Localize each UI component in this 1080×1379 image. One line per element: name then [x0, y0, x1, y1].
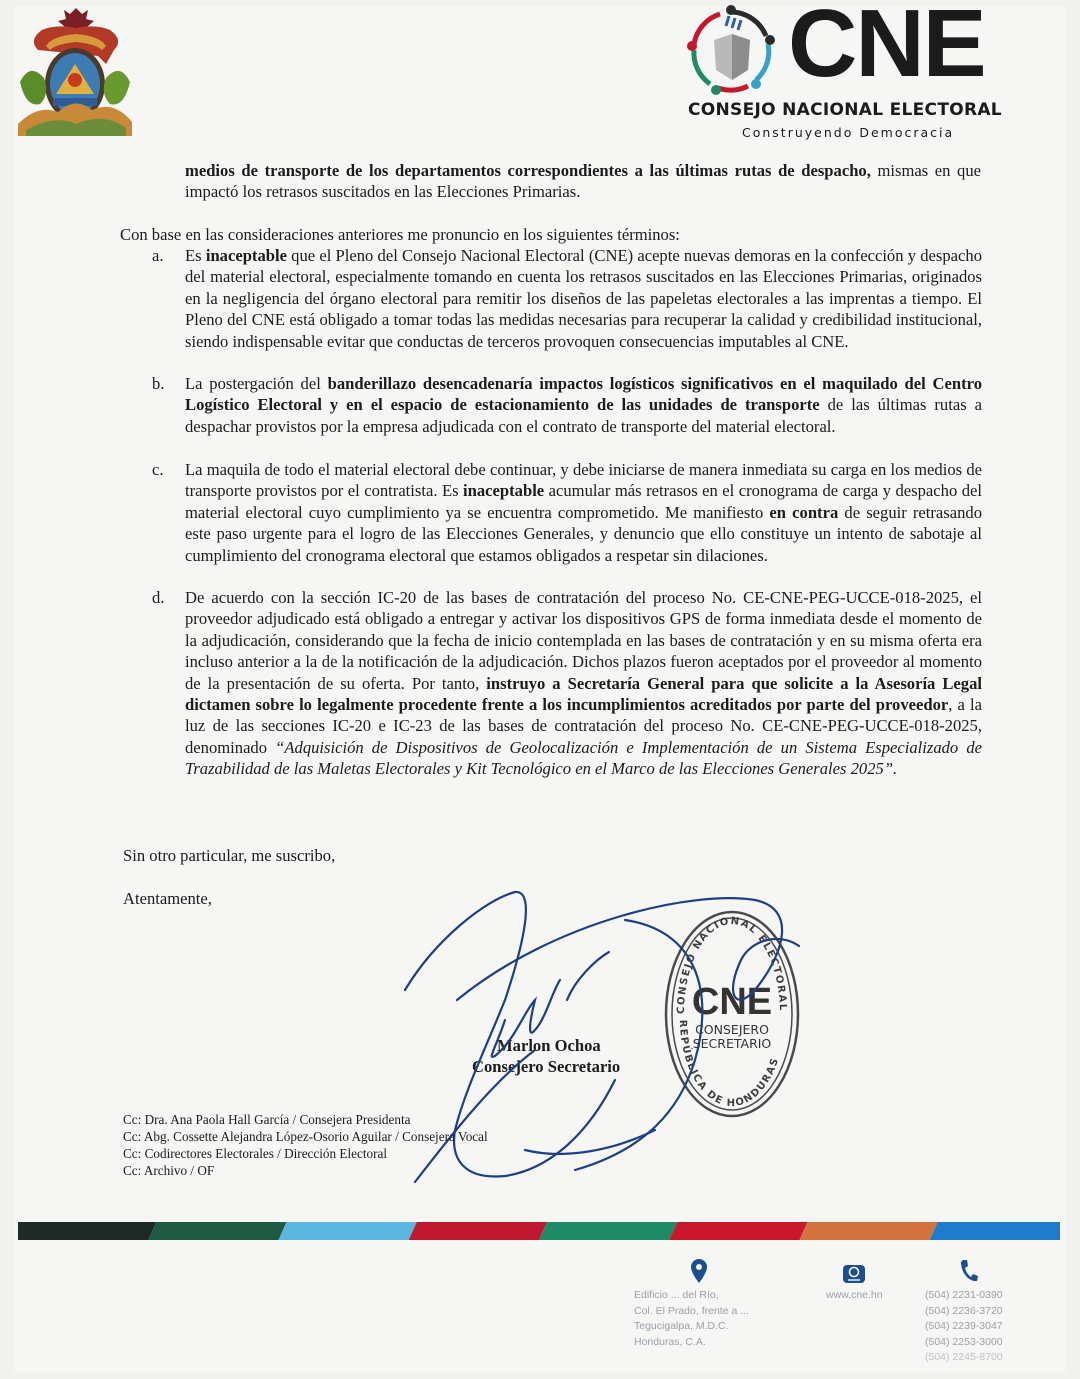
body-text: de seguir retrasando este paso urgente para el logro de las Elecciones Generales, y denuncio que ello constituye un intento de sabotaje al cumplimiento del cronograma electoral que estamos obligados a respetar sin dilaciones.: [185, 502, 983, 565]
stamp-role-line-1: CONSEJERO: [695, 1022, 769, 1037]
list-marker: d.: [152, 588, 165, 607]
stripe-segment: [148, 1222, 286, 1240]
phone-number: (504) 2253-3000: [925, 1335, 1003, 1348]
stamp-ring-top: CONSEJO NACIONAL ELECTORAL: [675, 915, 789, 1015]
phone-number: (504) 2245-8700: [925, 1351, 1003, 1364]
salutation: Atentamente,: [123, 889, 212, 908]
cne-ballot-box-wheel-icon: [686, 4, 776, 96]
stamp-ring-bottom: REPÚBLICA DE HONDURAS: [676, 1019, 782, 1110]
address-line: Col. El Prado, frente a ...: [634, 1304, 749, 1317]
address-line: Tegucigalpa, M.D.C.: [634, 1320, 729, 1333]
footer-color-stripe: [18, 1222, 1060, 1240]
stamp-center-text: CNE: [691, 981, 773, 1023]
phone-number: (504) 2231-0390: [925, 1289, 1003, 1301]
continuation-text: mismas en que impactó los retrasos suscitados en las Elecciones Primarias.: [185, 161, 981, 202]
quoted-title: “Adquisición de Dispositivos de Geolocalización e Implementación de un Sistema Especializado de Trazabilidad de las Maletas Electorales y Kit Tecnológico en el Marco de las Elecciones Generales 2025”.: [185, 737, 982, 779]
footer-address: [634, 1288, 749, 1350]
signatory-title: Consejero Secretario: [472, 1057, 621, 1076]
cne-logo-tagline: Construyendo Democracia: [742, 125, 955, 140]
list-marker: c.: [152, 460, 164, 479]
body-text: La maquila de todo el material electoral debe continuar, y debe iniciarse de manera inmediata su carga en los medios de transporte provistos por el contratista. Es: [185, 460, 982, 501]
cc-list: [123, 1111, 488, 1179]
stamp-role-line-2: SECRETARIO: [692, 1036, 772, 1051]
stripe-segment: [930, 1222, 1060, 1240]
stripe-segment: [669, 1222, 807, 1240]
cc-item: Cc: Archivo / OF: [123, 1163, 215, 1178]
continuation-bold-text: medios de transporte de los departamentos correspondientes a las últimas rutas de despacho,: [185, 161, 871, 180]
body-text: De acuerdo con la sección IC-20 de las bases de contratación del proceso No. CE-CNE-PEG-UCCE-018-2025, el proveedor adjudicado está obligado a entregar y activar los dispositivos GPS de forma inmediata desde el momento de la adjudicación, considerando que la fecha de inicio contemplada en las bases de contratación y en su misma oferta era incluso anterior a la de la notificación de la adjudicación. Dichos plazos fueron aceptados por el proveedor al momento de la presentación de su oferta. Por tanto,: [185, 588, 982, 693]
website-icon: [842, 1262, 866, 1284]
location-pin-icon: [690, 1258, 708, 1284]
emphasized-text: banderillazo desencadenaría impactos logísticos significativos en el maquilado del Centro Logístico Electoral y en el espacio de estacionamiento de las unidades de transporte: [185, 374, 983, 415]
list-item: [152, 373, 982, 437]
list-item-body: [185, 459, 982, 566]
address-line: Edificio ... del Río,: [634, 1289, 719, 1301]
cne-logo: [686, 0, 1016, 142]
phone-icon: [958, 1258, 978, 1284]
emphasized-text: en contra: [769, 502, 839, 522]
honduras-coat-of-arms-logo: [16, 6, 134, 138]
closing-line: Sin otro particular, me suscribo,: [123, 846, 336, 865]
stripe-segment: [539, 1222, 677, 1240]
address-line: Honduras, C.A.: [634, 1335, 706, 1348]
signatory-name: Marlon Ochoa: [497, 1036, 601, 1055]
cc-item: Cc: Codirectores Electorales / Dirección Electoral: [123, 1146, 388, 1161]
stripe-segment: [800, 1222, 938, 1240]
official-stamp: [662, 908, 802, 1120]
body-text: de las últimas rutas a despachar provistos por la empresa adjudicada con el contrato de transporte del material electoral.: [185, 395, 982, 436]
list-item: [152, 587, 982, 780]
list-item-body: [185, 245, 982, 352]
list-marker: a.: [152, 246, 164, 265]
cne-logo-name: CONSEJO NACIONAL ELECTORAL: [688, 100, 1002, 120]
body-text: que el Pleno del Consejo Nacional Electoral (CNE) acepte nuevas demoras en la confección y despacho del material electoral, especialmente tomando en cuenta los retrasos suscitados en las Elecciones Primarias, originados en la negligencia del órgano electoral para remitir los diseños de las papeletas electorales a las imprentas a tiempo. El Pleno del CNE está obligado a tomar todas las medidas necesarias para recuperar la calidad y credibilidad institucional, siendo indispensable evitar que conductas de terceros provoquen consecuencias imputables al CNE.: [185, 246, 982, 351]
cne-logo-wordmark: CNE: [788, 0, 985, 97]
emphasized-text: inaceptable: [463, 481, 545, 501]
body-text: acumular más retrasos en el cronograma de carga y despacho del material electoral cuyo cumplimiento ya se encuentra comprometido. Me manifiesto: [185, 481, 982, 522]
body-text: La postergación del: [185, 374, 328, 393]
body-text: , a la luz de las secciones IC-20 e IC-23 de las bases de contratación del proceso No. CE-CNE-PEG-UCCE-018-2025, denominado: [185, 695, 982, 757]
list-item: [152, 459, 982, 566]
list-marker: b.: [152, 374, 165, 393]
stripe-segment: [18, 1222, 156, 1240]
body-text: Es: [185, 246, 206, 265]
cc-item: Cc: Dra. Ana Paola Hall García / Consejera Presidenta: [123, 1112, 411, 1127]
intro-paragraph: Con base en las consideraciones anteriores me pronuncio en los siguientes términos:: [120, 225, 680, 244]
phone-number: (504) 2236-3720: [925, 1304, 1003, 1317]
emphasized-text: instruyo a Secretaría General para que solicite a la Asesoría Legal dictamen sobre lo legalmente procedente frente a los incumplimientos acreditados por parte del proveedor: [185, 673, 983, 715]
stripe-segment: [279, 1222, 417, 1240]
footer-phones: [925, 1288, 1003, 1366]
list-item: [152, 245, 982, 352]
footer-website-link[interactable]: www.cne.hn: [826, 1289, 883, 1301]
phone-number: (504) 2239-3047: [925, 1320, 1003, 1333]
emphasized-text: inaceptable: [205, 246, 287, 265]
list-item-body: [185, 587, 982, 780]
cc-item: Cc: Abg. Cossette Alejandra López-Osorio Aguilar / Consejera Vocal: [123, 1129, 488, 1144]
continuation-paragraph: [185, 160, 981, 203]
list-item-body: [185, 373, 982, 437]
stripe-segment: [409, 1222, 547, 1240]
